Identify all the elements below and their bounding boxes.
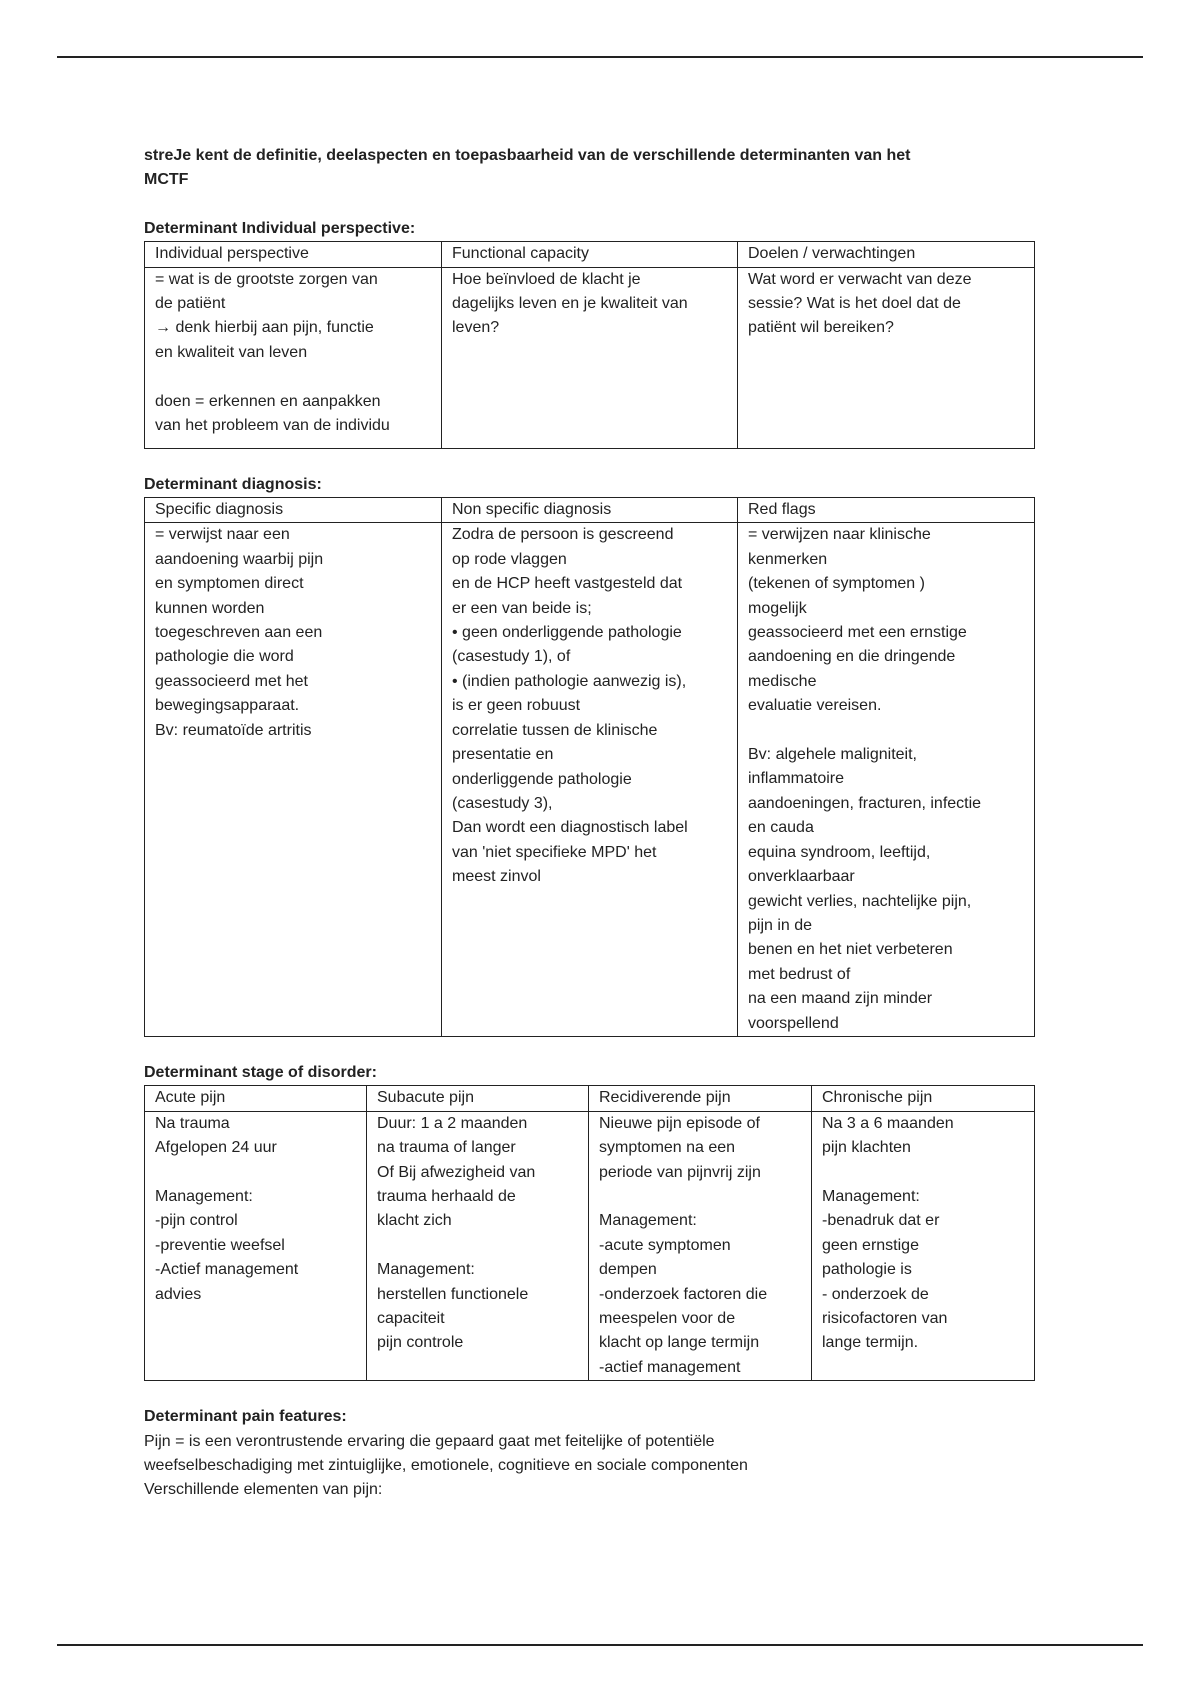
cell-line: met bedrust of [748,965,851,983]
cell-line: na trauma of langer [377,1139,516,1157]
table-header-row [145,498,1035,523]
cell-line: geassocieerd met een ernstige [748,624,967,642]
cell-line: presentatie en [452,746,554,764]
cell-line [377,1234,578,1258]
cell-line: onverklaarbaar [748,868,855,886]
table-cell [589,1111,812,1380]
cell-line: pijn in de [748,916,813,934]
cell-line: mogelijk [748,599,807,617]
table-cell [145,523,442,1037]
cell-line: correlatie tussen de klinische [452,721,658,739]
cell-line: geen ernstige [822,1236,919,1254]
cell-line: en symptomen direct [155,575,304,593]
cell-line: evaluatie vereisen. [748,697,882,715]
cell-line: Management: [155,1187,253,1205]
cell-line [155,1161,356,1185]
cell-line [748,719,1024,743]
cell-line: (tekenen of symptomen ) [748,575,925,593]
individual-perspective-table [144,241,1035,448]
cell-line: Na trauma [155,1114,230,1132]
cell-line: kunnen worden [155,599,265,617]
cell-line: advies [155,1285,202,1303]
section-title-diagnosis: Determinant diagnosis: [144,475,322,493]
footer-rule [57,1644,1143,1646]
cell-line: aandoeningen, fracturen, infectie [748,794,982,812]
cell-line: = verwijst naar een [155,526,290,544]
column-header: Recidiverende pijn [589,1086,812,1111]
cell-line: → denk hierbij aan pijn, functie [155,319,374,337]
table-row [145,523,1035,1037]
cell-line: van het probleem van de individu [155,417,390,435]
cell-line: Zodra de persoon is gescreend [452,526,674,544]
cell-line: voorspellend [748,1014,839,1032]
cell-line: • geen onderliggende pathologie [452,624,682,642]
cell-line: pijn controle [377,1334,464,1352]
cell-line: pathologie is [822,1261,912,1279]
cell-line: Management: [599,1212,697,1230]
cell-line: en kwaliteit van leven [155,343,308,361]
table-cell [738,523,1035,1037]
cell-line: meespelen voor de [599,1310,736,1327]
cell-line: na een maand zijn minder [748,990,933,1008]
cell-line: trauma herhaald de [377,1187,516,1205]
cell-line: klacht op lange termijn [599,1334,760,1352]
document-body [144,144,1034,1503]
cell-line: = wat is de grootste zorgen van [155,270,378,288]
cell-line: leven? [452,319,500,337]
table-cell [442,523,738,1037]
cell-line: periode van pijnvrij zijn [599,1163,761,1181]
cell-line: capaciteit [377,1310,445,1327]
cell-line: -benadruk dat er [822,1212,940,1230]
intro-text: streJe kent de definitie, deelaspecten en toepasbaarheid van de verschillende determinanten van het MCTF [144,147,911,189]
table-header-row [145,242,1035,267]
cell-line: bewegingsapparaat. [155,697,300,715]
cell-line: Hoe beïnvloed de klacht je [452,270,641,288]
column-header: Non specific diagnosis [442,498,738,523]
column-header: Red flags [738,498,1035,523]
cell-line: Afgelopen 24 uur [155,1139,277,1157]
cell-line: sessie? Wat is het doel dat de [748,295,961,313]
cell-line [822,1161,1024,1185]
cell-line [599,1185,801,1209]
cell-line: dagelijks leven en je kwaliteit van [452,295,688,313]
cell-line: Management: [822,1187,920,1205]
cell-line: risicofactoren van [822,1310,948,1327]
cell-line: onderliggende pathologie [452,770,632,788]
cell-line: • (indien pathologie aanwezig is), [452,672,687,690]
cell-line: pathologie die word [155,648,294,666]
cell-line: inflammatoire [748,770,845,788]
cell-line: er een van beide is; [452,599,592,617]
cell-line: medische [748,672,817,690]
cell-line: en cauda [748,819,814,837]
cell-line: meest zinvol [452,868,541,886]
cell-line: Nieuwe pijn episode of [599,1114,760,1132]
cell-line: = verwijzen naar klinische [748,526,931,544]
cell-line: -Actief management [155,1261,299,1279]
cell-line: dempen [599,1261,657,1279]
table-cell [145,1111,367,1380]
cell-line: geassocieerd met het [155,672,308,690]
column-header: Specific diagnosis [145,498,442,523]
cell-line: patiënt wil bereiken? [748,319,894,337]
cell-line: Bv: algehele maligniteit, [748,746,917,764]
cell-line: de patiënt [155,295,226,313]
cell-line: Na 3 a 6 maanden [822,1114,954,1132]
header-rule [57,56,1143,58]
table-cell [367,1111,589,1380]
cell-line: -pijn control [155,1212,238,1230]
cell-line: -acute symptomen [599,1236,731,1254]
pain-features-text: Pijn = is een verontrustende ervaring die gepaard gaat met feitelijke of potentiële weefselbeschadiging met zintuiglijke, emotionele, cognitieve en sociale componenten Verschillende elementen van pijn: [144,1432,748,1499]
column-header: Chronische pijn [812,1086,1035,1111]
column-header: Subacute pijn [367,1086,589,1111]
cell-line: en de HCP heeft vastgesteld dat [452,575,683,593]
table-cell [145,267,442,448]
column-header: Doelen / verwachtingen [738,242,1035,267]
cell-line: -preventie weefsel [155,1236,285,1254]
cell-line: - onderzoek de [822,1285,929,1303]
table-cell [812,1111,1035,1380]
column-header: Acute pijn [145,1086,367,1111]
cell-line: klacht zich [377,1212,452,1230]
section-title-stage-of-disorder: Determinant stage of disorder: [144,1063,377,1081]
cell-line: aandoening en die dringende [748,648,956,666]
diagnosis-table [144,497,1035,1037]
cell-line: Management: [377,1261,475,1279]
cell-line: van 'niet specifieke MPD' het [452,843,657,861]
section-title-pain-features: Determinant pain features: [144,1408,347,1426]
cell-line: -onderzoek factoren die [599,1285,768,1303]
cell-line: equina syndroom, leeftijd, [748,843,931,861]
cell-line: Dan wordt een diagnostisch label [452,819,688,837]
column-header: Individual perspective [145,242,442,267]
cell-line: doen = erkennen en aanpakken [155,392,381,410]
cell-line: lange termijn. [822,1334,919,1352]
cell-line: kenmerken [748,550,828,568]
cell-line: toegeschreven aan een [155,624,323,642]
section-title-individual-perspective: Determinant Individual perspective: [144,219,416,237]
stage-of-disorder-table [144,1085,1035,1381]
cell-line: symptomen na een [599,1139,736,1157]
table-cell [738,267,1035,448]
cell-line: Duur: 1 a 2 maanden [377,1114,528,1132]
table-header-row [145,1086,1035,1111]
cell-line: herstellen functionele [377,1285,529,1303]
cell-line: gewicht verlies, nachtelijke pijn, [748,892,972,910]
table-row [145,267,1035,448]
cell-line: aandoening waarbij pijn [155,550,324,568]
column-header: Functional capacity [442,242,738,267]
cell-line: (casestudy 1), of [452,648,571,666]
cell-line: pijn klachten [822,1139,911,1157]
cell-line: is er geen robuust [452,697,581,715]
cell-line: -actief management [599,1358,741,1376]
cell-line: op rode vlaggen [452,550,567,568]
cell-line: (casestudy 3), [452,794,553,812]
cell-line: Wat word er verwacht van deze [748,270,972,288]
cell-line: Of Bij afwezigheid van [377,1163,536,1181]
cell-line: Bv: reumatoïde artritis [155,721,312,739]
table-row [145,1111,1035,1380]
table-cell [442,267,738,448]
cell-line: benen en het niet verbeteren [748,941,953,959]
cell-line [155,365,431,389]
